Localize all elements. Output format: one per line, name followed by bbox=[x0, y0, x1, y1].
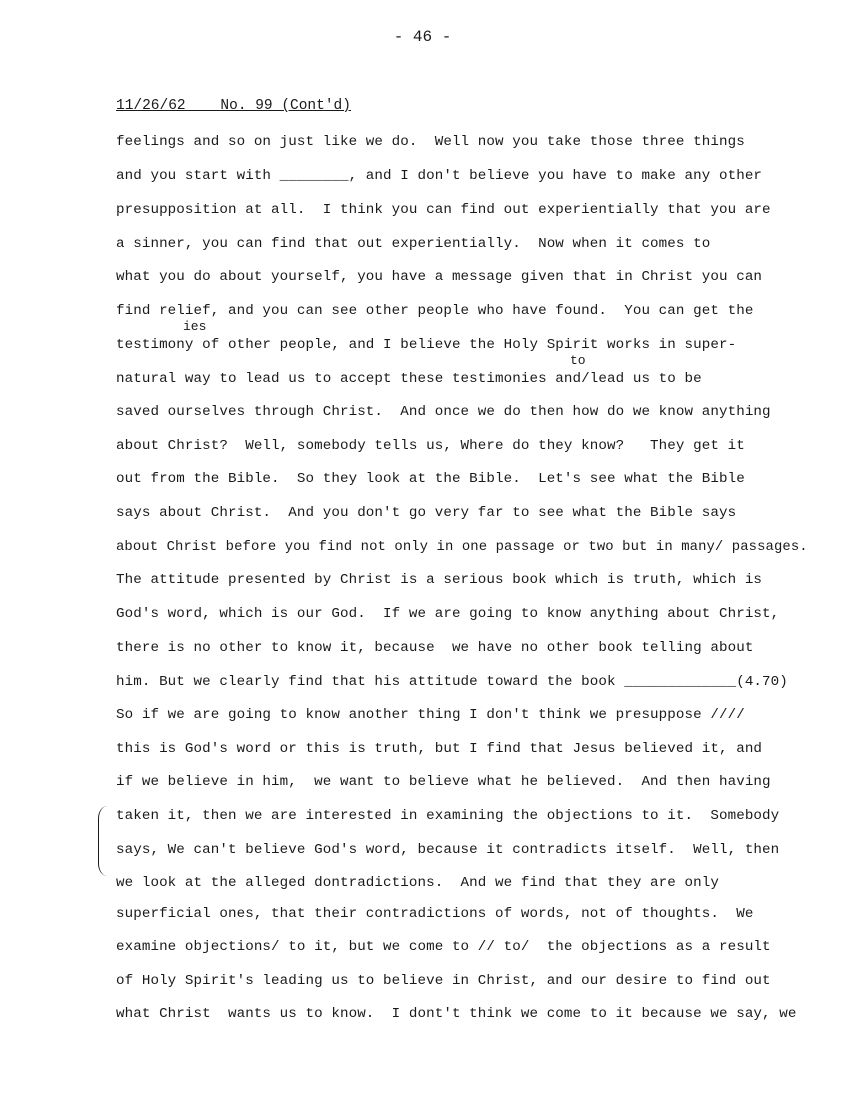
text-line: there is no other to know it, because we have no other book telling about bbox=[116, 640, 754, 656]
interlinear-ies: ies bbox=[183, 319, 207, 334]
text-line: testimony of other people, and I believe the Holy Spirit works in super- bbox=[116, 337, 737, 353]
text-line: out from the Bible. So they look at the Bible. Let's see what the Bible bbox=[116, 471, 745, 487]
text-line: The attitude presented by Christ is a serious book which is truth, which is bbox=[116, 572, 763, 588]
interlinear-to: to bbox=[570, 353, 586, 368]
text-line: about Christ? Well, somebody tells us, Where do they know? They get it bbox=[116, 438, 745, 454]
text-line: we look at the alleged dontradictions. And we find that they are only bbox=[116, 875, 719, 891]
text-line: superficial ones, that their contradictions of words, not of thoughts. We bbox=[116, 906, 754, 922]
text-line: what you do about yourself, you have a message given that in Christ you can bbox=[116, 269, 763, 285]
text-line: this is God's word or this is truth, but I find that Jesus believed it, and bbox=[116, 741, 763, 757]
text-line: find relief, and you can see other people who have found. You can get the bbox=[116, 303, 754, 319]
text-line: examine objections/ to it, but we come to // to/ the objections as a result bbox=[116, 939, 771, 955]
text-line: So if we are going to know another thing I don't think we presuppose //// bbox=[116, 707, 745, 723]
text-line: him. But we clearly find that his attitude toward the book _____________(4.70) bbox=[116, 674, 788, 690]
text-line: says about Christ. And you don't go very far to see what the Bible says bbox=[116, 505, 737, 521]
page-number: - 46 - bbox=[393, 28, 452, 46]
text-line: what Christ wants us to know. I dont't think we come to it because we say, we bbox=[116, 1006, 797, 1022]
text-line: if we believe in him, we want to believe what he believed. And then having bbox=[116, 774, 771, 790]
text-line: of Holy Spirit's leading us to believe in Christ, and our desire to find out bbox=[116, 973, 771, 989]
text-line: a sinner, you can find that out experientially. Now when it comes to bbox=[116, 236, 711, 252]
text-line: God's word, which is our God. If we are going to know anything about Christ, bbox=[116, 606, 780, 622]
text-line: and you start with ________, and I don't believe you have to make any other bbox=[116, 168, 763, 184]
text-line: says, We can't believe God's word, because it contradicts itself. Well, then bbox=[116, 842, 780, 858]
text-line: presupposition at all. I think you can find out experientially that you are bbox=[116, 202, 771, 218]
text-line: about Christ before you find not only in one passage or two but in many/ passages. bbox=[116, 539, 808, 555]
document-header: 11/26/62 No. 99 (Cont'd) bbox=[116, 98, 351, 114]
margin-bracket bbox=[98, 806, 107, 876]
text-line: saved ourselves through Christ. And once we do then how do we know anything bbox=[116, 404, 771, 420]
text-line: taken it, then we are interested in examining the objections to it. Somebody bbox=[116, 808, 780, 824]
text-line: feelings and so on just like we do. Well now you take those three things bbox=[116, 134, 745, 150]
text-line: natural way to lead us to accept these testimonies and/lead us to be bbox=[116, 371, 702, 387]
